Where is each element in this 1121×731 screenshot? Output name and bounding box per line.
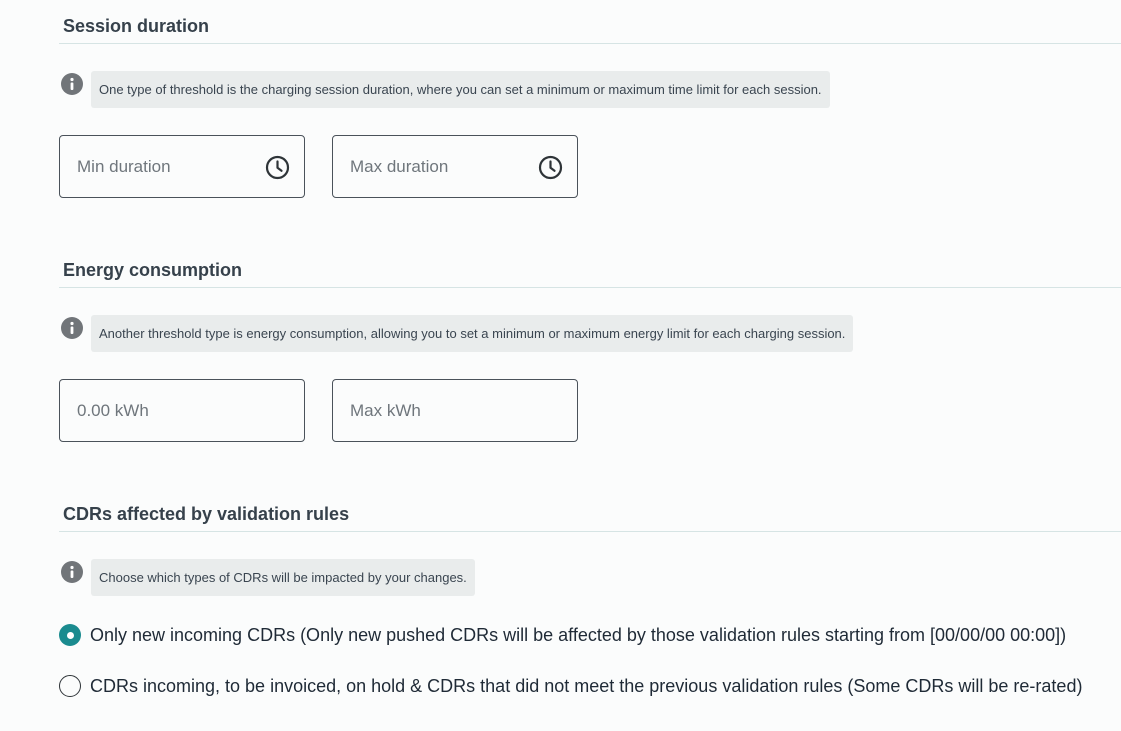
max-energy-input[interactable] [350, 380, 530, 441]
clock-icon[interactable] [265, 155, 290, 180]
section-divider [59, 287, 1121, 288]
radio-label: Only new incoming CDRs (Only new pushed CDRs will be affected by those validation rules starting from [00/00/00 00:00]) [90, 624, 1067, 645]
cdrs-validation-title: CDRs affected by validation rules [63, 504, 350, 524]
info-icon [61, 561, 83, 583]
min-energy-input[interactable] [77, 380, 257, 441]
max-duration-field[interactable] [332, 135, 578, 198]
radio-selected[interactable] [59, 624, 81, 646]
session-duration-info-note: One type of threshold is the charging session duration, where you can set a minimum or maximum time limit for each session. [91, 71, 830, 108]
info-icon [61, 317, 83, 339]
section-divider [59, 43, 1121, 44]
min-duration-input[interactable] [77, 136, 257, 197]
min-duration-field[interactable] [59, 135, 305, 198]
cdrs-info-note: Choose which types of CDRs will be impacted by your changes. [91, 559, 475, 596]
section-divider [59, 531, 1121, 532]
radio-label: CDRs incoming, to be invoiced, on hold & CDRs that did not meet the previous validation rules (Some CDRs will be re-rated) [90, 675, 1083, 696]
radio-option-new-cdrs[interactable] [59, 624, 1066, 646]
max-energy-field[interactable] [332, 379, 578, 442]
info-icon [61, 73, 83, 95]
radio-option-all-cdrs[interactable] [59, 675, 1082, 697]
session-duration-title: Session duration [63, 16, 210, 36]
energy-consumption-title: Energy consumption [63, 260, 243, 280]
clock-icon[interactable] [538, 155, 563, 180]
max-duration-input[interactable] [350, 136, 530, 197]
radio-unselected[interactable] [59, 675, 81, 697]
radio-dot [67, 632, 74, 639]
energy-consumption-info-note: Another threshold type is energy consumption, allowing you to set a minimum or maximum energy limit for each charging session. [91, 315, 853, 352]
min-energy-field[interactable] [59, 379, 305, 442]
